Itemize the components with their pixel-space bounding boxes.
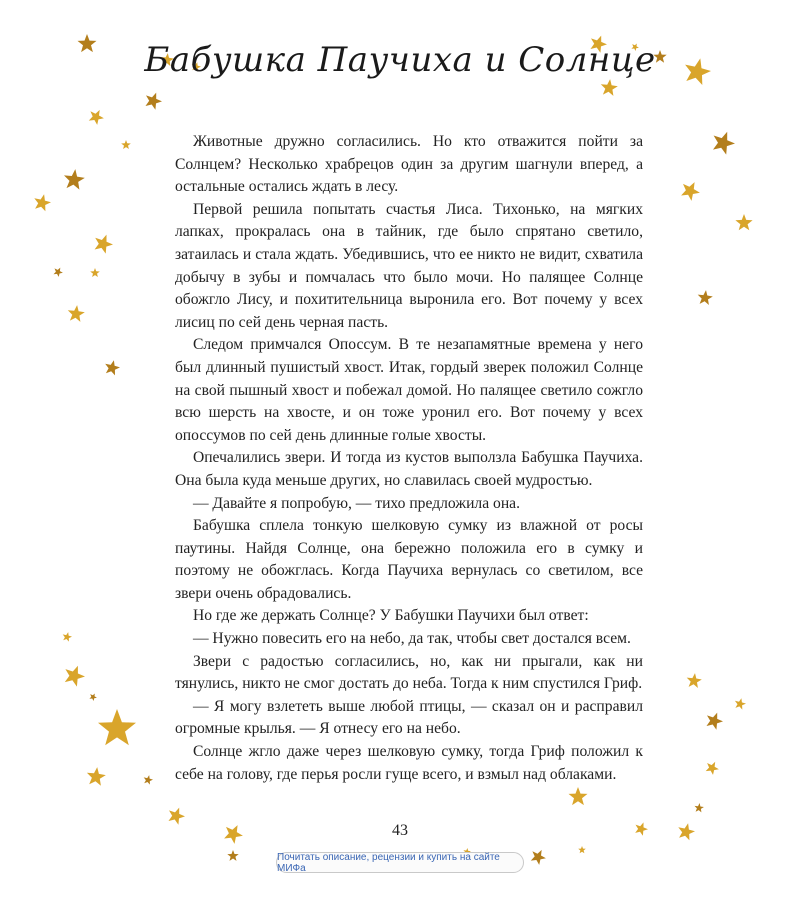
paragraph: Бабушка сплела тонкую шелковую сумку из влажной от росы паутины. Найдя Солнце, она бережно положила его в сумку и поэтому не обожглась. Когда Паучиха вернулась со светилом, все звери очень обрадовались. <box>175 517 643 602</box>
paragraph: Животные дружно согласились. Но кто отважится пойти за Солнцем? Несколько храбрецов один за другим шагнули вперед, а остальные остались ждать в лесу. <box>175 133 643 196</box>
gold-star-icon <box>601 79 618 96</box>
gold-star-icon <box>687 673 702 688</box>
paragraph: Первой решила попытать счастья Лиса. Тихонько, на мягких лапках, прокралась она в тайник, где было спрятано светило, затаилась и стала ждать. Убедившись, что ее никто не видит, схватила добычу в зубы и помчалась что было мочи. Но палящее Солнце обожгло Лису, и похитительница выронила его. Вот почему у всех лисиц по сей день черная пасть. <box>175 200 643 331</box>
gold-star-icon <box>64 169 85 190</box>
gold-star-icon <box>98 709 136 745</box>
paragraph: Но где же держать Солнце? У Бабушки Паучихи был ответ: <box>192 607 589 625</box>
gold-star-icon <box>569 787 588 805</box>
gold-star-icon <box>695 803 704 812</box>
gold-star-icon <box>706 762 719 775</box>
story-text <box>175 131 643 786</box>
gold-star-icon <box>707 713 724 730</box>
paragraph: Следом примчался Опоссум. В те незапамятные времена у него был длинный пушистый хвост. Итак, гордый зверек положил Солнце на свой пышный хвост и побежал домой. Но палящее светило сожгло всю шерсть на хвосте, и он тоже уронил его. Вот почему у всех опоссумов по сей день длинные голые хвосты. <box>175 336 643 444</box>
gold-star-icon <box>105 360 120 375</box>
gold-star-icon <box>121 140 131 149</box>
gold-star-icon <box>65 666 85 687</box>
gold-star-icon <box>89 110 104 125</box>
gold-star-icon <box>735 214 752 230</box>
page-title: Бабушка Паучиха и Солнце <box>144 40 656 80</box>
gold-star-icon <box>54 268 63 277</box>
gold-star-icon <box>95 235 113 254</box>
gold-star-icon <box>531 850 546 865</box>
mif-store-link[interactable]: Почитать описание, рецензии и купить на сайте МИФа <box>276 852 524 873</box>
gold-star-icon <box>713 132 735 155</box>
gold-star-icon <box>63 632 72 642</box>
gold-star-icon <box>681 182 700 201</box>
gold-star-icon <box>227 850 238 861</box>
gold-star-icon <box>146 93 163 110</box>
dialogue-line: — Нужно повесить его на небо, да так, чтобы свет достался всем. <box>192 630 631 648</box>
gold-star-icon <box>698 290 713 305</box>
gold-star-icon <box>144 775 153 785</box>
dialogue-line: — Давайте я попробую, — тихо предложила она. <box>192 494 520 512</box>
gold-star-icon <box>89 694 97 702</box>
gold-star-icon <box>90 268 100 277</box>
paragraph: Солнце жгло даже через шелковую сумку, тогда Гриф положил к себе на голову, где перья росли гуще всего, и взмыл над облаками. <box>175 743 643 783</box>
paragraph: Звери с радостью согласились, но, как ни прыгали, как ни тянулись, никто не смог достать до неба. Тогда к ним спустился Гриф. <box>175 652 643 693</box>
page-number: 43 <box>392 822 408 839</box>
gold-star-icon <box>68 305 85 322</box>
gold-star-icon <box>87 767 106 786</box>
gold-star-icon <box>34 194 51 211</box>
gold-star-icon <box>578 846 586 853</box>
gold-star-icon <box>735 698 746 709</box>
paragraph: Опечалились звери. И тогда из кустов выползла Бабушка Паучиха. Она была куда меньше других, но славилась своей мудростью. <box>175 449 643 489</box>
dialogue-line: — Я могу взлететь выше любой птицы, — сказал он и расправил огромные крылья. — Я отнесу его на небо. <box>175 697 643 738</box>
